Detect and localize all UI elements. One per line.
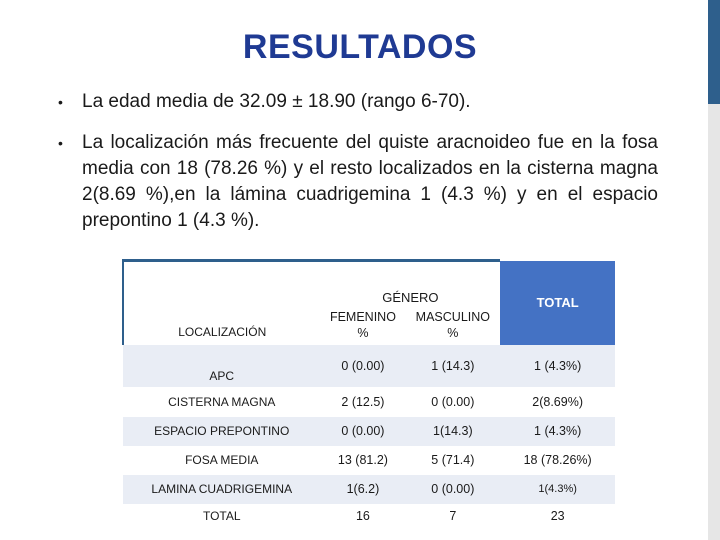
cell-total: 2(8.69%)	[500, 387, 615, 417]
bullet-text: La edad media de 32.09 ± 18.90 (rango 6-70).	[82, 91, 471, 112]
table-row	[123, 417, 615, 446]
cell-location: ESPACIO PREPONTINO	[123, 417, 320, 446]
cell-femenino: 16	[320, 504, 405, 528]
cell-masculino: 7	[405, 504, 500, 528]
table-row	[123, 504, 615, 528]
header-masculino-label: MASCULINO	[415, 309, 490, 324]
header-femenino-label: FEMENINO	[329, 309, 396, 324]
header-localizacion: LOCALIZACIÓN	[123, 261, 320, 345]
cell-total: 23	[500, 504, 615, 528]
cell-location: LAMINA CUADRIGEMINA	[123, 475, 320, 504]
cell-location: TOTAL	[123, 504, 320, 528]
cell-masculino: 5 (71.4)	[405, 446, 500, 475]
bullet-dot-icon: •	[58, 94, 63, 110]
header-masculino-percent: %	[447, 325, 459, 340]
table-row	[123, 475, 615, 504]
cell-femenino: 2 (12.5)	[320, 387, 405, 417]
cell-masculino: 1(14.3)	[405, 417, 500, 446]
slide-title: RESULTADOS	[242, 28, 478, 66]
results-table	[122, 259, 615, 528]
cell-total: 1(4.3%)	[500, 475, 615, 504]
cell-total: 1 (4.3%)	[500, 345, 615, 387]
cell-total: 18 (78.26%)	[500, 446, 615, 475]
cell-location: CISTERNA MAGNA	[123, 387, 320, 417]
cell-femenino: 0 (0.00)	[320, 417, 405, 446]
cell-masculino: 1 (14.3)	[405, 345, 500, 387]
table-row	[123, 387, 615, 417]
bullet-text: La localización más frecuente del quiste aracnoideo fue en la fosa media con 18 (78.26 %) y el resto localizados en la cisterna magna 2(8.69 %),en la lámina cuadrigemina 1 (4.3 %) y en el espacio prepontino 1 (4.3 %).	[82, 132, 658, 231]
table-row	[123, 345, 615, 387]
bullet-age	[58, 89, 658, 119]
header-genero: GÉNERO	[320, 261, 500, 305]
cell-femenino: 0 (0.00)	[320, 345, 405, 387]
header-femenino	[320, 305, 405, 345]
cell-masculino: 0 (0.00)	[405, 475, 500, 504]
header-masculino	[405, 305, 500, 345]
cell-femenino: 1(6.2)	[320, 475, 405, 504]
accent-bar-gray	[708, 104, 720, 540]
bullet-dot-icon: •	[58, 135, 63, 151]
header-total: TOTAL	[500, 261, 615, 345]
cell-total: 1 (4.3%)	[500, 417, 615, 446]
table-row	[123, 446, 615, 475]
cell-location: FOSA MEDIA	[123, 446, 320, 475]
bullet-location	[58, 130, 658, 240]
header-femenino-percent: %	[357, 325, 369, 340]
cell-masculino: 0 (0.00)	[405, 387, 500, 417]
cell-femenino: 13 (81.2)	[320, 446, 405, 475]
cell-location: APC	[123, 345, 320, 387]
